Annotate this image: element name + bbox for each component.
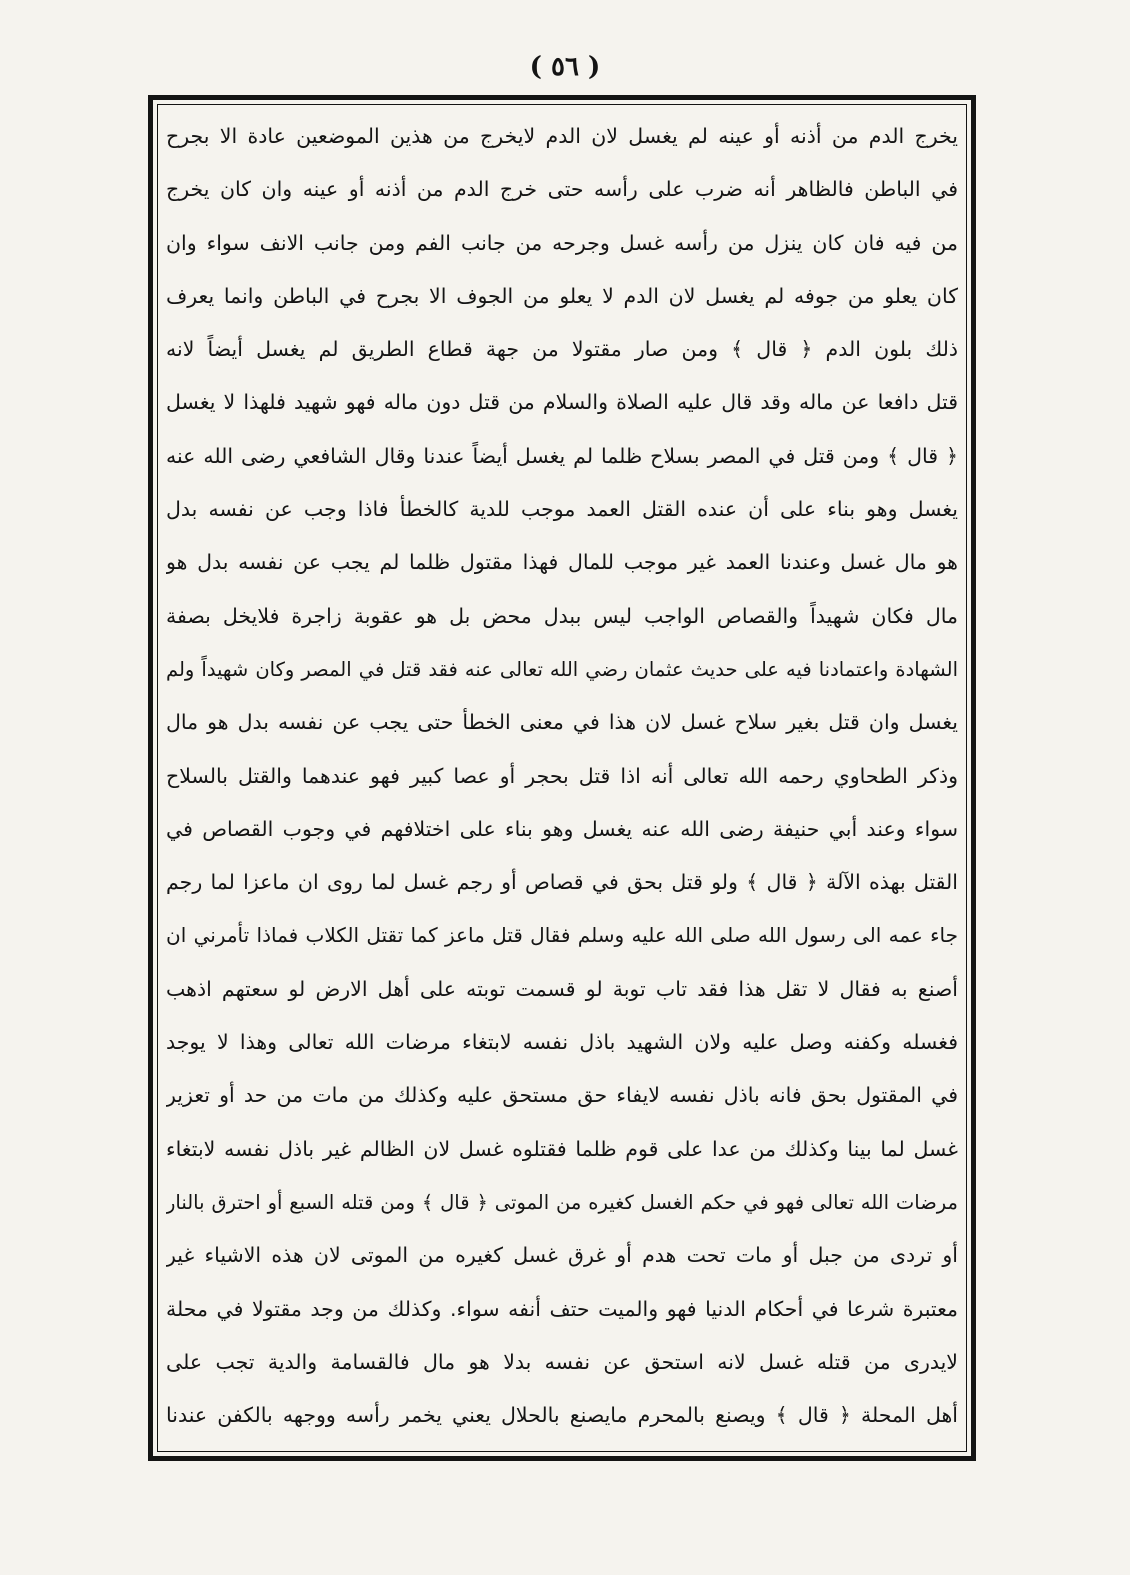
- text-line: هو مال غسل وعندنا العمد غير موجب للمال فهذا مقتول ظلما لم يجب عن نفسه بدل هو: [166, 550, 958, 575]
- text-line: مال فكان شهيداً والقصاص الواجب ليس ببدل محض بل هو عقوبة زاجرة فلايخل بصفة: [166, 603, 958, 628]
- text-line: الشهادة واعتمادنا فيه على حديث عثمان رضي الله تعالى عنه فقد قتل في المصر وكان شهيداً ولم: [166, 657, 958, 681]
- body-text: [166, 110, 958, 1442]
- text-line: ﴿ قال ﴾ ومن قتل في المصر بسلاح ظلما لم يغسل أيضاً عندنا وقال الشافعي رضى الله عنه: [166, 443, 958, 468]
- text-line: مرضات الله تعالى فهو في حكم الغسل كغيره من الموتى ﴿ قال ﴾ ومن قتله السبع أو احترق بالنار: [166, 1190, 958, 1214]
- text-line: أو تردى من جبل أو مات تحت هدم أو غرق غسل كغيره من الموتى لان هذه الاشياء غير: [166, 1243, 958, 1268]
- text-line: قتل دافعا عن ماله وقد قال عليه الصلاة والسلام من قتل دون ماله فهو شهيد فلهذا لا يغسل: [166, 390, 958, 415]
- text-line: يغسل وان قتل بغير سلاح غسل لان هذا في معنى الخطأ حتى يجب عن نفسه بدل هو مال: [166, 710, 958, 735]
- text-line: في المقتول بحق فانه باذل نفسه لايفاء حق مستحق عليه وكذلك من مات من حد أو تعزير: [166, 1083, 958, 1108]
- text-line: من فيه فان كان ينزل من رأسه غسل وجرحه من جانب الفم ومن جانب الانف سواء وان: [166, 230, 958, 255]
- text-line: أهل المحلة ﴿ قال ﴾ ويصنع بالمحرم مايصنع بالحلال يعني يخمر رأسه ووجهه بالكفن عندنا: [166, 1403, 958, 1428]
- text-line: القتل بهذه الآلة ﴿ قال ﴾ ولو قتل بحق في قصاص أو رجم غسل لما روى ان ماعزا لما رجم: [166, 870, 958, 895]
- text-line: كان يعلو من جوفه لم يغسل لان الدم لا يعلو من الجوف الا بجرح في الباطن وانما يعرف: [166, 283, 958, 308]
- text-line: ذلك بلون الدم ﴿ قال ﴾ ومن صار مقتولا من جهة قطاع الطريق لم يغسل أيضاً لانه: [166, 337, 958, 362]
- text-line: أصنع به فقال لا تقل هذا فقد تاب توبة لو قسمت توبته على أهل الارض لو سعتهم اذهب: [166, 976, 958, 1001]
- text-line: في الباطن فالظاهر أنه ضرب على رأسه حتى خرج الدم من أذنه أو عينه وان كان يخرج: [166, 177, 958, 202]
- text-line: وذكر الطحاوي رحمه الله تعالى أنه اذا قتل بحجر أو عصا كبير فهو عندهما والقتل بالسلاح: [166, 763, 958, 788]
- text-line: غسل لما بينا وكذلك من عدا على قوم ظلما فقتلوه غسل لان الظالم غير باذل نفسه لابتغاء: [166, 1136, 958, 1161]
- text-line: فغسله وكفنه وصل عليه ولان الشهيد باذل نفسه لابتغاء مرضات الله تعالى وهذا لا يوجد: [166, 1030, 958, 1055]
- text-line: جاء عمه الى رسول الله صلى الله عليه وسلم فقال قتل ماعز كما تقتل الكلاب فماذا تأمرني ان: [166, 923, 958, 948]
- text-line: يغسل وهو بناء على أن عنده القتل العمد موجب للدية كالخطأ فاذا وجب عن نفسه بدل: [166, 497, 958, 522]
- text-line: يخرج الدم من أذنه أو عينه لم يغسل لان الدم لايخرج من هذين الموضعين عادة الا بجرح: [166, 124, 958, 148]
- page-number: ( ٥٦ ): [529, 52, 601, 82]
- text-line: معتبرة شرعا في أحكام الدنيا فهو والميت حتف أنفه سواء. وكذلك من وجد مقتولا في محلة: [166, 1296, 958, 1321]
- text-line: سواء وعند أبي حنيفة رضى الله عنه يغسل وهو بناء على اختلافهم في وجوب القصاص في: [166, 816, 958, 841]
- text-line: لايدرى من قتله غسل لانه استحق عن نفسه بدلا هو مال فالقسامة والدية تجب على: [166, 1349, 958, 1374]
